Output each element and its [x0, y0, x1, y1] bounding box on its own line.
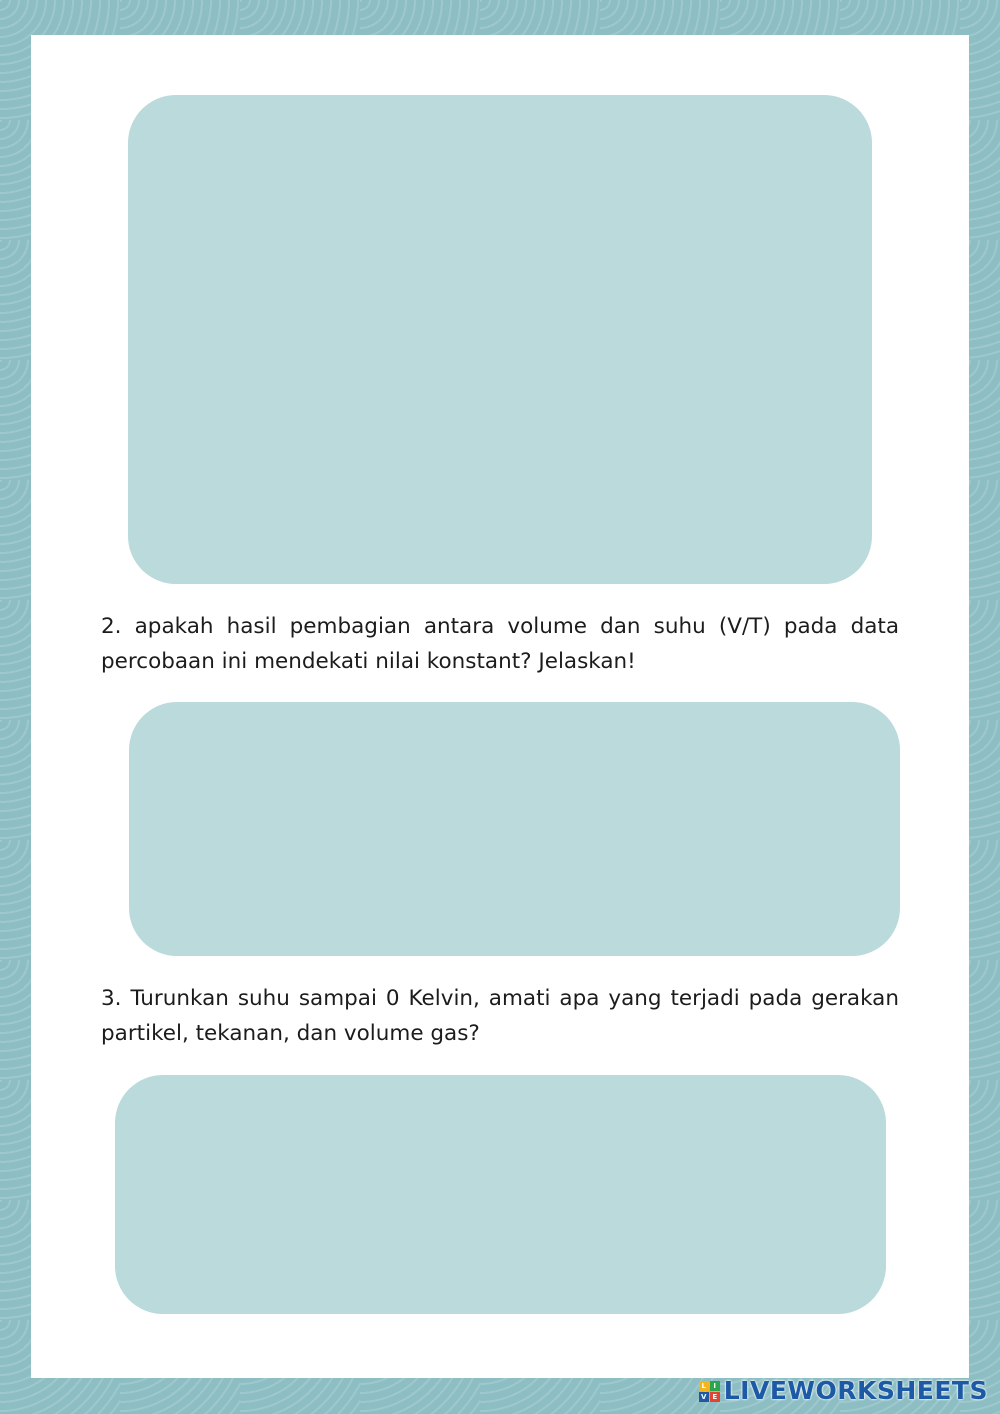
logo-mark-letter: I: [710, 1381, 720, 1391]
logo-text: LIVEWORKSHEETS: [723, 1376, 988, 1405]
logo-mark-letter: E: [710, 1392, 720, 1402]
answer-box-3[interactable]: [115, 1075, 886, 1314]
question-3: 3. Turunkan suhu sampai 0 Kelvin, amati apa yang terjadi pada gerakan partikel, tekanan, dan volume gas?: [101, 986, 899, 1046]
logo-mark-letter: V: [699, 1392, 709, 1402]
liveworksheets-logo: [699, 1376, 988, 1406]
answer-box-2[interactable]: [129, 702, 900, 956]
worksheet-sheet: [31, 35, 969, 1378]
question-2: 2. apakah hasil pembagian antara volume dan suhu (V/T) pada data percobaan ini mendekati nilai konstant? Jelaskan!: [101, 614, 899, 674]
logo-mark-letter: L: [699, 1381, 709, 1391]
liveworksheets-logo-icon: [699, 1381, 720, 1402]
answer-box-1[interactable]: [128, 95, 872, 584]
